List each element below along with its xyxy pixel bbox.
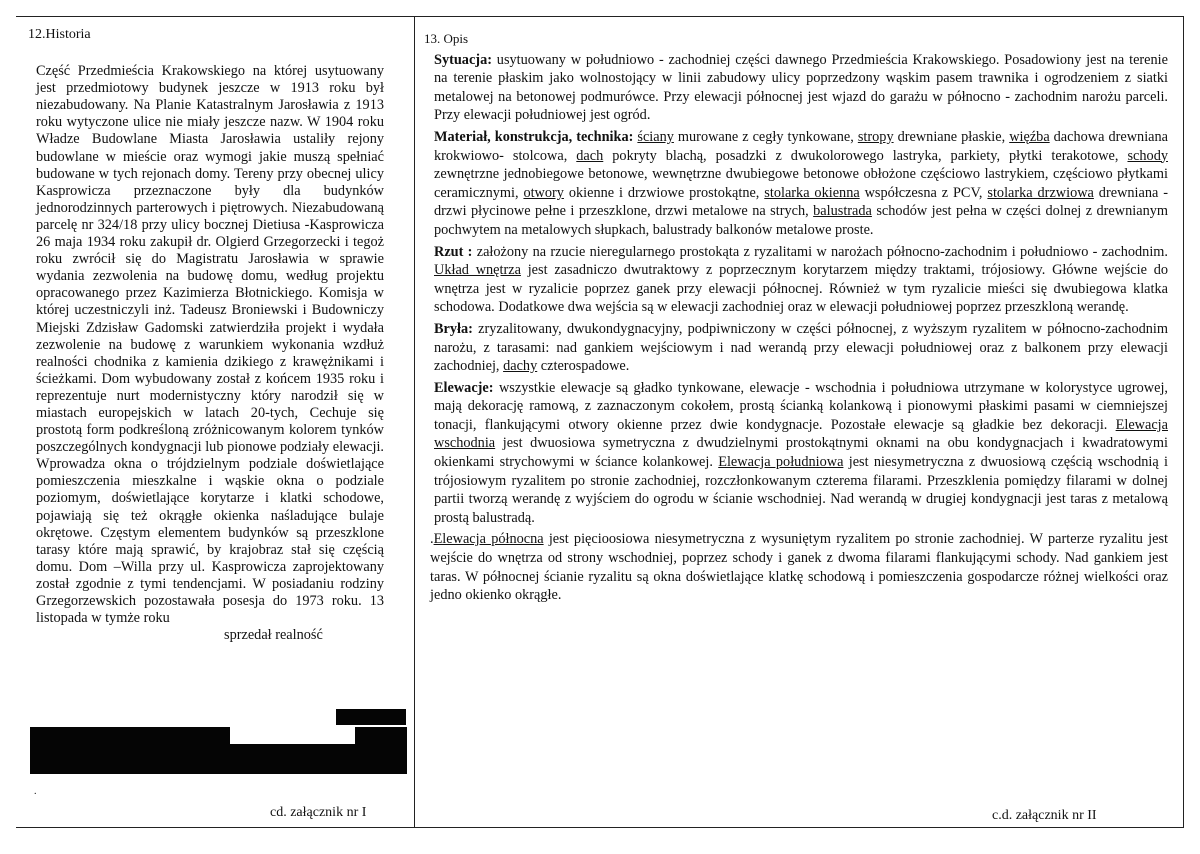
bryla-label: Bryła: [434,320,473,337]
term-uklad-wnetrza: Układ wnętrza [434,262,521,279]
description-heading: 13. Opis [424,31,469,46]
elewacje-paragraph [434,379,1168,528]
term-schody: schody [1127,147,1168,164]
redaction-bar-2 [30,727,230,744]
sytuacja-paragraph [434,51,1168,125]
material-text-9: schodów jest pełna w części dolnej z drewnianym pochwytem na metalowych słupkach, balustrady balkonów metalowe proste. [434,203,1168,238]
term-stolarka-drzwiowa: stolarka drzwiowa [987,184,1094,201]
material-label: Materiał, konstrukcja, technika: [434,128,634,145]
rzut-text-1: założony na rzucie nieregularnego prostokąta z ryzalitami w narożach północno-zachodnim i południowo - zachodnim. [472,243,1168,260]
redaction-bar-4 [30,744,407,774]
term-elewacja-poludniowa: Elewacja południowa [718,454,844,471]
polnocna-prefix: . [430,531,434,548]
elewacje-label: Elewacje: [434,379,494,396]
material-text-4: pokryty blachą, posadzki z dwukolorowego lastryka, parkiety, płytki terakotowe, [603,147,1128,164]
rzut-paragraph [434,243,1168,317]
material-text-6: okienne i drzwiowe prostokątne, [563,184,765,201]
history-column [28,26,410,644]
redaction-bar-1 [336,709,406,725]
description-column [424,30,1168,608]
history-text: Część Przedmieścia Krakowskiego na której usytuowany jest przedmiotowy budynek jeszcze w 1913 roku był niezabudowany. Na Planie Katastralnym Jarosławia z 1913 roku wytyczone ulice nie miały jeszcze nazw. W 1904 roku Władze Budowlane Miasta Jarosławia ustaliły rejony budowlane w mieście oraz wymogi jakie muszą spełniać budowane w tych rejonach domy. Tereny przy obecnej ulicy Kasprowicza przeznaczone były dla budynków jednorodzinnych parterowych i piętrowych. Niezabudowaną parcelę nr 324/18 przy ulicy bocznej Dietiusa -Kasprowicza 26 maja 1934 roku zakupił dr. Olgierd Grzegorzecki i tegoż roku zwrócił się do Magistratu Jarosławia w sprawie wydania zezwolenia na budowę domu, według projektu opracowanego przez Kazimierza Błotnickiego. Komisja w której uczestniczyli inż. Tadeusz Broniewski i Budowniczy Miejski Zdzisław Gadomski zatwierdziła projekt i wydała zezwolenie na budowę z warunkiem wykonania wzdłuż realności chodnika z kamienia dzikiego z krawężnikami i ścieżkami. Dom wybudowany został z końcem 1935 roku i reprezentuje nurt modernistyczny który narodził się w miastach europejskich w latach 20-tych, Cechuje się prostotą form podkreśloną zróżnicowanym kolorem tynków poszczególnych kondygnacji lub pionowe podziały elewacji. Wprowadza okna o trójdzielnym podziale doświetlające pomieszczenia mieszkalne i wąskie okna o podziale poziomym, doświetlające korytarze i klatki schodowe, pojawiają się też okrągłe okienka naśladujące bulaje okrętowe. Częstym elementem budynków są przeszklone tarasy które mają sprawić, by krajobraz stał się częścią domu. Dom –Willa przy ul. Kasprowicza zaprojektowany został zgodnie z tymi tendencjami. W posiadaniu rodziny Grzegorzewskich pozostawała posesja do 1973 roku. 13 listopada w tymże roku [36,63,384,627]
footer-left: cd. załącznik nr I [270,805,367,820]
term-stropy: stropy [857,128,894,145]
sytuacja-label: Sytuacja: [434,51,492,68]
bryla-text-1: zryzalitowany, dwukondygnacyjny, podpiwniczony w części północnej, z wyższym ryzalitem w północno-zachodnim narożu, z tarasami: nad gankiem wejściowym i nad werandą przy elewacji południowej oraz z balkonem przy elewacji zachodniej, [434,320,1168,375]
polnocna-paragraph [430,530,1168,604]
stray-dot: . [34,786,37,797]
term-dach: dach [576,147,604,164]
material-text-7: współczesna z PCV, [859,184,988,201]
term-stolarka-okienna: stolarka okienna [764,184,860,201]
material-text-3: dachowa drewniana krokwiowo- stolcowa, [434,128,1169,164]
redaction-bar-3 [355,727,407,744]
term-sciany: ściany [637,128,674,145]
footer-right: c.d. załącznik nr II [992,808,1097,823]
term-elewacja-polnocna: Elewacja północna [433,531,544,548]
rzut-text-2: jest zasadniczo dwutraktowy z poprzecznym korytarzem między traktami, trójosiowy. Główne wejście do wnętrza jest w ryzalicie poprzez ganek przy elewacji północnej. Również w tym ryzalicie mieści się dwubiegowa klatka schodowa. Dodatkowe dwa wejścia są w elewacji zachodniej oraz w elewacji południowej poprzez przeszkloną werandę. [434,262,1169,316]
elewacje-text-3: jest niesymetryczna z dwuosiową częścią wschodnią i trójosiowym ryzalitem po stronie zachodniej, rozczłonkowanym czterema filarami. Przeszklenia pomiędzy filarami w dolnej partii tworzą werandę z wyjściem do ogrodu w ścianie wschodniej. Nad werandą w drugiej kondygnacji jest taras z metalową prostą balustradą. [434,454,1168,526]
polnocna-text: jest pięcioosiowa niesymetryczna z wysuniętym ryzalitem po stronie zachodniej. W parterze ryzalitu jest wejście do wnętrza od strony wschodniej, poprzez schody i ganek z dwoma filarami flankującymi schody. Nad gankiem jest taras. W północnej ścianie ryzalitu są okna doświetlające klatkę schodową i pomieszczenia gospodarcze różnej wielkości oraz jedno okienko okrągłe. [430,531,1168,604]
material-text-1: murowane z cegły tynkowane, [673,128,858,145]
material-text-5: zewnętrzne jednobiegowe betonowe, wewnętrzne dwubiegowe betonowe obłożone częściowo lastrykiem, częściowo płytkami ceramicznymi, [434,166,1168,201]
sytuacja-text: usytuowany w południowo - zachodniej części dawnego Przedmieścia Krakowskiego. Posadowiony jest na terenie na terenie płaskim jako wolnostojący w linii zabudowy ulicy poprzedzony wąskim pasem trawnika i ogrodzeniem z siatki metalowej na betonowej podmurówce. Przy elewacji północnej jest wjazd do garażu w północno - zachodnim narożu parceli. Przy elewacji południowej jest ogród. [434,51,1168,124]
bryla-paragraph [434,320,1168,376]
elewacje-text-1: wszystkie elewacje są gładko tynkowane, elewacje - wschodnia i południowa utrzymane w kolorystyce ugrowej, mają dekorację ramową, z zaznaczonym cokołem, prostą ścianką kolankową i pionowymi płaskimi pasami w ciemniejszej tonacji, flankującymi otwory okienne przez dwie kondygnacje. Pozostałe elewacje są gładkie bez dekoracji. [434,379,1168,433]
term-otwory: otwory [523,184,564,201]
material-text-8: drewniana - drzwi płycinowe pełne i przeszklone, drzwi metalowe na strych, [434,184,1169,220]
history-heading: 12.Historia [28,27,91,42]
material-paragraph [434,128,1168,240]
term-elewacja-wschodnia: Elewacja wschodnia [434,416,1168,452]
material-text-2: drewniane płaskie, [893,128,1010,145]
term-balustrada: balustrada [813,203,872,220]
bryla-text-2: czterospadowe. [537,358,630,375]
elewacje-text-2: jest dwuosiowa symetryczna z dwudzielnymi prostokątnymi oknami na obu kondygnacjach i kwadratowymi okienkami strychowymi w ściance kolankowej. [434,435,1168,471]
rzut-label: Rzut : [434,243,473,260]
term-wiezba: więźba [1009,128,1050,145]
history-paragraph [36,63,384,644]
term-dachy: dachy [503,358,538,375]
history-tail: sprzedał realność [224,627,323,644]
